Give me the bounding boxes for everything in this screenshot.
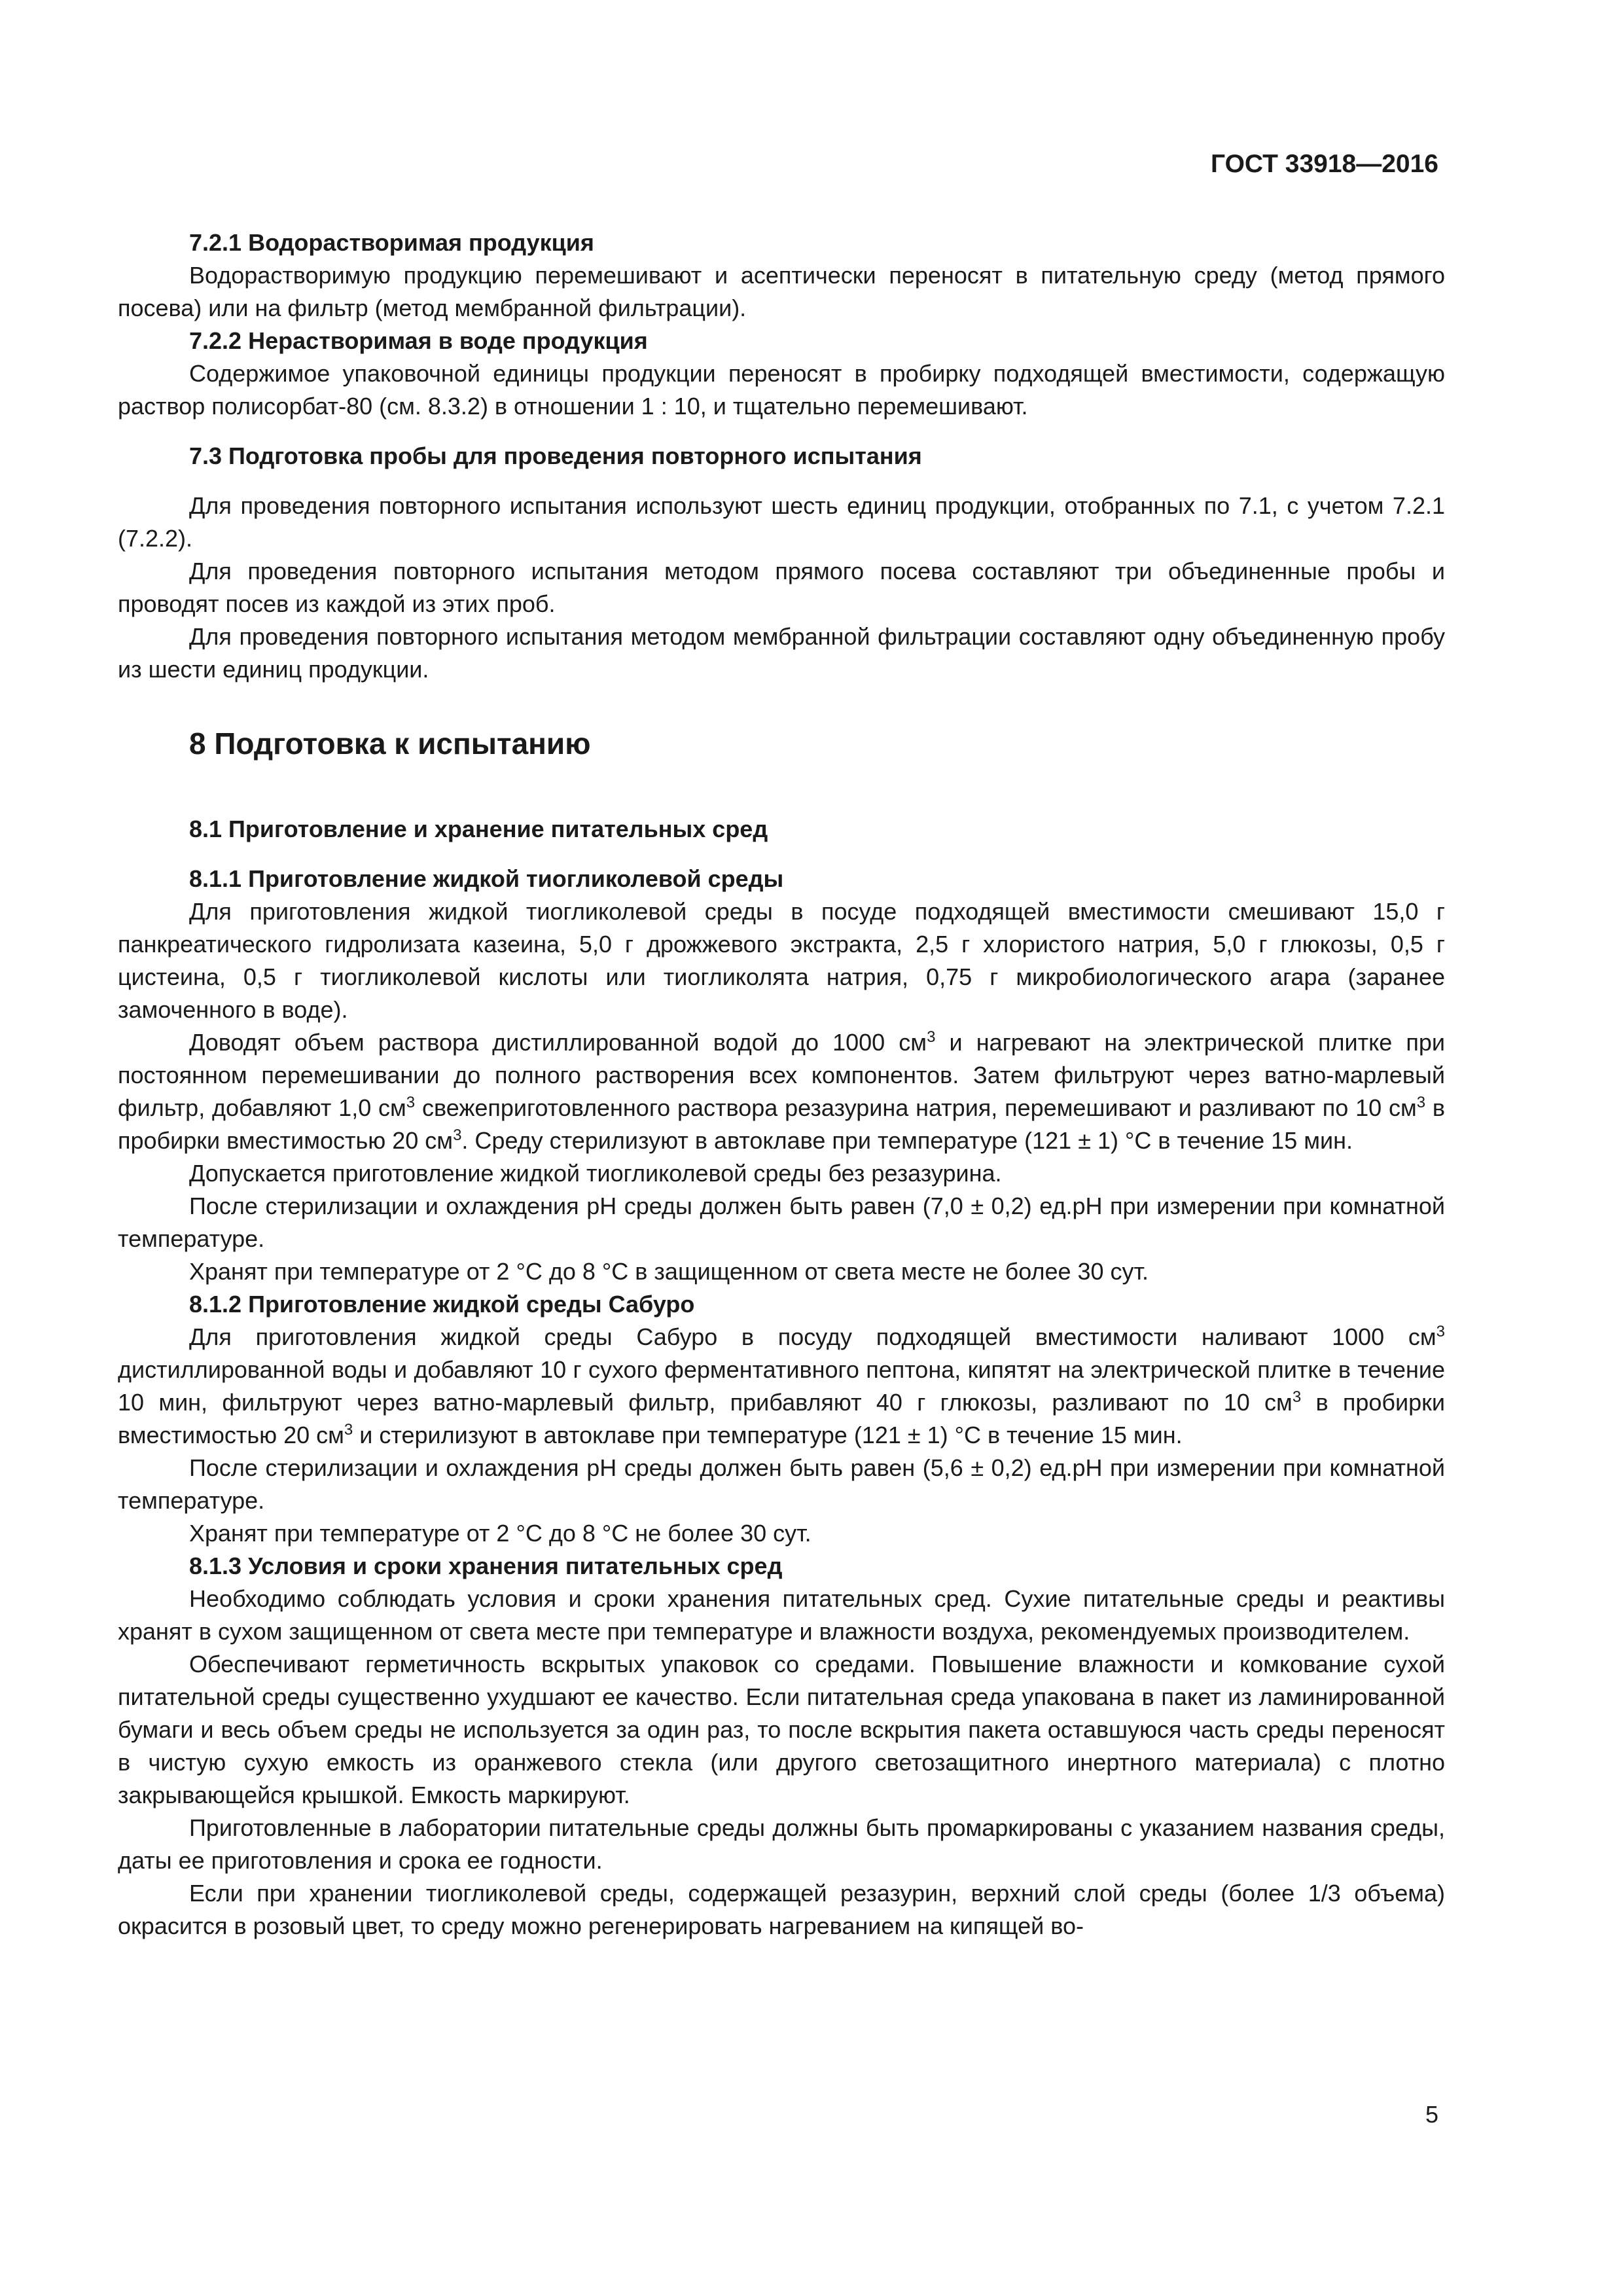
superscript: 3 <box>1292 1388 1302 1406</box>
heading-8: 8 Подготовка к испытанию <box>189 726 591 761</box>
paragraph: Для проведения повторного испытания методом прямого посева составляют три объединенные пробы и проводят посев из каждой из этих проб. <box>118 558 1445 617</box>
heading-7-2-2: 7.2.2 Нерастворимая в воде продукция <box>189 327 648 354</box>
text-run: . Среду стерилизуют в автоклаве при температуре (121 ± 1) °С в течение 15 мин. <box>461 1127 1353 1154</box>
heading-8-1-1: 8.1.1 Приготовление жидкой тиогликолевой среды <box>189 865 784 892</box>
text-run: в пробирки вместимостью 20 см <box>118 1094 1446 1154</box>
paragraph: Если при хранении тиогликолевой среды, содержащей резазурин, верхний слой среды (более 1/3 объема) окрасится в розовый цвет, то среду можно регенерировать нагреванием на кипящей во- <box>118 1880 1445 1939</box>
paragraph: Хранят при температуре от 2 °С до 8 °С в защищенном от света месте не более 30 сут. <box>189 1258 1149 1285</box>
text-run: Для приготовления жидкой среды Сабуро в посуду подходящей вместимости наливают 1000 см <box>189 1323 1436 1350</box>
text-run: Доводят объем раствора дистиллированной водой до 1000 см <box>189 1029 927 1056</box>
paragraph: Для приготовления жидкой тиогликолевой среды в посуде подходящей вместимости смешивают 15,0 г панкреатического гидролизата казеина, 5,0 г дрожжевого экстракта, 2,5 г хлористого натрия, 5,0 г глюкозы, 0,5 г цистеина, 0,5 г тиогликолевой кислоты или тиогликолята натрия, 0,75 г микробиологического агара (заранее замоченного в воде). <box>118 898 1445 1023</box>
paragraph: Допускается приготовление жидкой тиогликолевой среды без резазурина. <box>189 1160 1002 1187</box>
paragraph: Водорастворимую продукцию перемешивают и асептически переносят в питательную среду (метод прямого посева) или на фильтр (метод мембранной фильтрации). <box>118 262 1445 321</box>
heading-8-1: 8.1 Приготовление и хранение питательных сред <box>189 816 768 842</box>
paragraph: Для проведения повторного испытания методом мембранной фильтрации составляют одну объединенную пробу из шести единиц продукции. <box>118 623 1445 683</box>
superscript: 3 <box>344 1421 353 1439</box>
heading-8-1-2: 8.1.2 Приготовление жидкой среды Сабуро <box>189 1291 695 1318</box>
text-run: в пробирки вместимостью 20 см <box>118 1389 1445 1448</box>
text-run: дистиллированной воды и добавляют 10 г сухого ферментативного пептона, кипятят на электрической плитке в течение 10 мин, фильтруют через ватно-марлевый фильтр, прибавляют 40 г глюкозы, разливают по 10 см <box>118 1356 1445 1416</box>
superscript: 3 <box>1436 1323 1445 1340</box>
paragraph: Обеспечивают герметичность вскрытых упаковок со средами. Повышение влажности и комкование сухой питательной среды существенно ухудшают ее качество. Если питательная среда упакована в пакет из ламинированной бумаги и весь объем среды не используется за один раз, то после вскрытия пакета оставшуюся часть среды переносят в чистую сухую емкость из оранжевого стекла (или другого светозащитного инертного материала) с плотно закрывающейся крышкой. Емкость маркируют. <box>118 1651 1445 1808</box>
paragraph: Необходимо соблюдать условия и сроки хранения питательных сред. Сухие питательные среды и реактивы хранят в сухом защищенном от света месте при температуре и влажности воздуха, рекомендуемых производителем. <box>118 1585 1445 1645</box>
page-body <box>118 226 1445 1943</box>
superscript: 3 <box>406 1094 416 1111</box>
superscript: 3 <box>927 1028 936 1046</box>
paragraph <box>118 1026 1445 1157</box>
text-run: и нагревают на электрической плитке при постоянном перемешивании до полного растворения всех компонентов. Затем фильтруют через ватно-марлевый фильтр, добавляют 1,0 см <box>118 1029 1445 1121</box>
heading-7-2-1: 7.2.1 Водорастворимая продукция <box>189 229 594 256</box>
paragraph: Хранят при температуре от 2 °С до 8 °С не более 30 сут. <box>189 1520 812 1547</box>
paragraph: После стерилизации и охлаждения рН среды должен быть равен (7,0 ± 0,2) ед.рН при измерении при комнатной температуре. <box>118 1193 1445 1252</box>
page-number: 5 <box>1425 2101 1438 2128</box>
superscript: 3 <box>453 1126 462 1144</box>
paragraph: Приготовленные в лаборатории питательные среды должны быть промаркированы с указанием названия среды, даты ее приготовления и срока ее годности. <box>118 1814 1445 1874</box>
paragraph: Для проведения повторного испытания используют шесть единиц продукции, отобранных по 7.1, с учетом 7.2.1 (7.2.2). <box>118 492 1445 552</box>
text-run: свежеприготовленного раствора резазурина натрия, перемешивают и разливают по 10 см <box>415 1094 1417 1121</box>
paragraph <box>118 1321 1445 1452</box>
document-id: ГОСТ 33918—2016 <box>1211 150 1438 178</box>
heading-7-3: 7.3 Подготовка пробы для проведения повторного испытания <box>189 442 922 469</box>
paragraph: Содержимое упаковочной единицы продукции переносят в пробирку подходящей вместимости, содержащую раствор полисорбат-80 (см. 8.3.2) в отношении 1 : 10, и тщательно перемешивают. <box>118 360 1445 420</box>
heading-8-1-3: 8.1.3 Условия и сроки хранения питательных сред <box>189 1552 783 1579</box>
superscript: 3 <box>1416 1094 1426 1111</box>
paragraph: После стерилизации и охлаждения рН среды должен быть равен (5,6 ± 0,2) ед.рН при измерении при комнатной температуре. <box>118 1454 1445 1514</box>
text-run: и стерилизуют в автоклаве при температуре (121 ± 1) °С в течение 15 мин. <box>353 1422 1183 1448</box>
